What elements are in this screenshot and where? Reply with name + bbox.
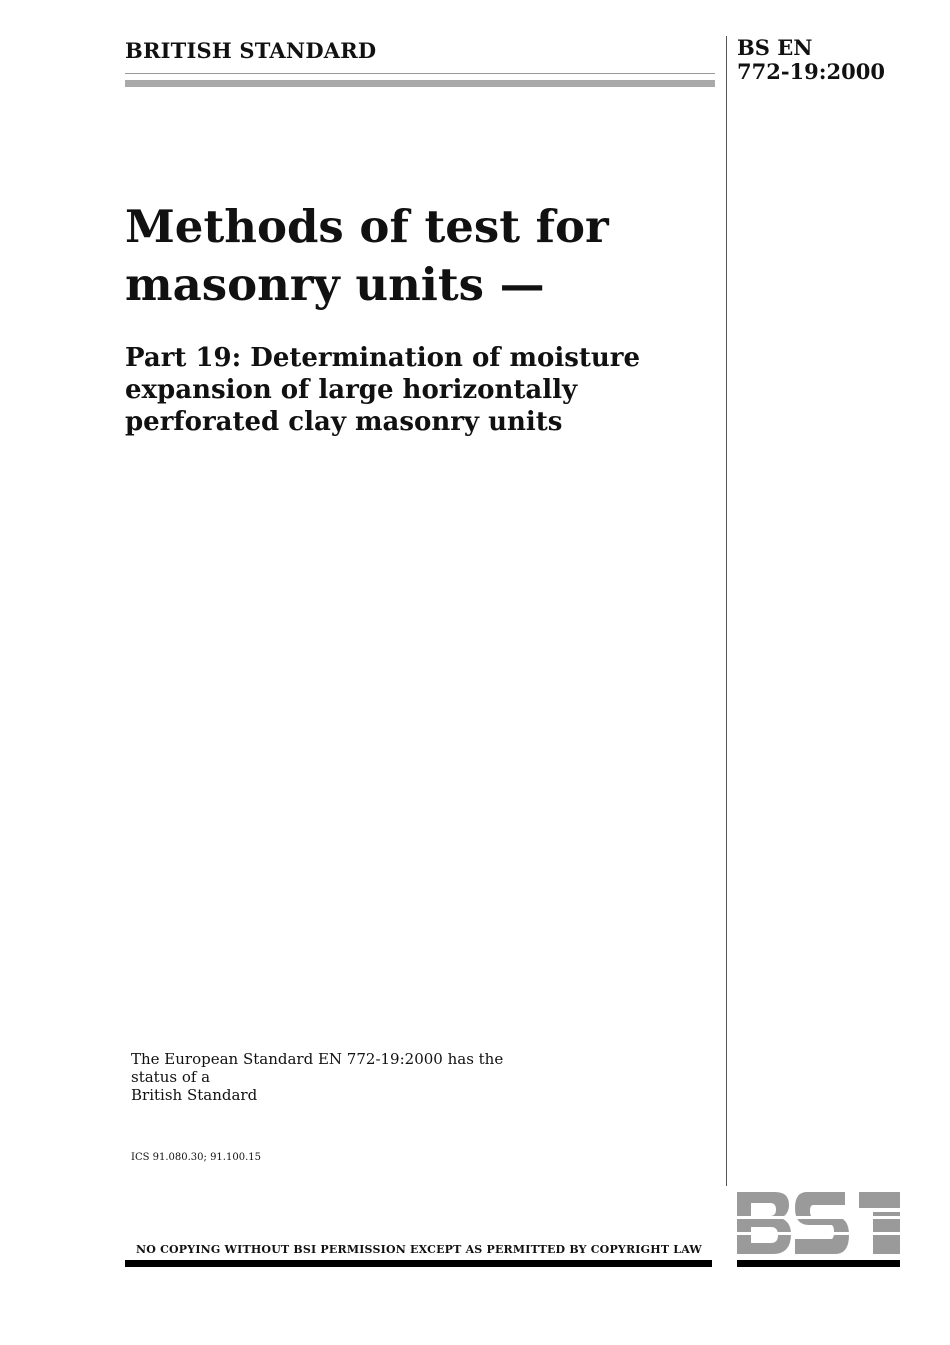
status-statement xyxy=(131,1050,551,1104)
main-title xyxy=(125,198,705,314)
status-line2: British Standard xyxy=(131,1086,258,1104)
copyright-notice: NO COPYING WITHOUT BSI PERMISSION EXCEPT AS PERMITTED BY COPYRIGHT LAW xyxy=(136,1243,702,1256)
status-line1: The European Standard EN 772-19:2000 has the status of a xyxy=(131,1050,504,1086)
doc-number-line1: BS EN xyxy=(737,35,813,60)
doc-number-line2: 772-19:2000 xyxy=(737,59,885,84)
subtitle-line2: expansion of large horizontally xyxy=(125,375,578,405)
vertical-divider xyxy=(726,36,727,1186)
ics-code: ICS 91.080.30; 91.100.15 xyxy=(131,1152,261,1163)
header-rule-thick xyxy=(125,80,715,87)
footer-bar-right xyxy=(737,1260,900,1267)
footer-bar-left xyxy=(125,1260,712,1267)
subtitle-line3: perforated clay masonry units xyxy=(125,407,563,437)
bsi-logo xyxy=(737,1192,900,1254)
main-title-line1: Methods of test for xyxy=(125,200,609,253)
doc-number xyxy=(737,36,885,84)
subtitle xyxy=(125,342,705,438)
header-rule-thin xyxy=(125,73,715,74)
main-title-line2: masonry units — xyxy=(125,258,545,311)
header-label: BRITISH STANDARD xyxy=(125,38,377,63)
subtitle-line1: Part 19: Determination of moisture xyxy=(125,343,641,373)
